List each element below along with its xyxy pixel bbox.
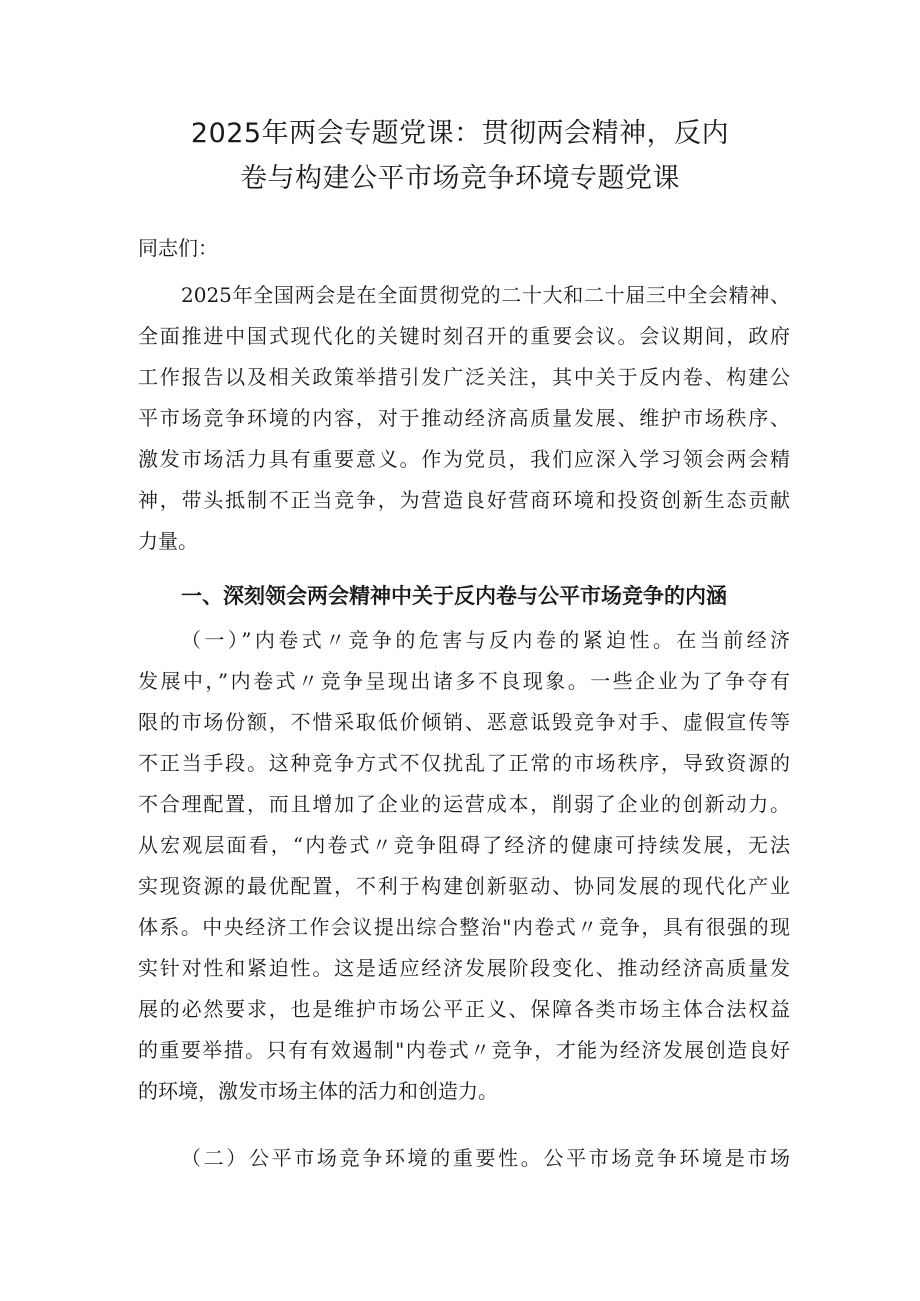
intro-paragraph-line: 全面推进中国式现代化的关键时刻召开的重要会议。会议期间，政府 [138, 324, 790, 348]
subsection-1-line: 体系。中央经济工作会议提出综合整治"内卷式〃竞争，具有很强的现 [138, 915, 790, 939]
subsection-1-line: 实现资源的最优配置，不利于构建创新驱动、协同发展的现代化产业 [138, 874, 790, 898]
intro-paragraph-line: 平市场竞争环境的内容，对于推动经济高质量发展、维护市场秩序、 [138, 406, 790, 430]
intro-paragraph-line: 工作报告以及相关政策举措引发广泛关注，其中关于反内卷、构建公 [138, 365, 790, 389]
intro-paragraph-line: 激发市场活力具有重要意义。作为党员，我们应深入学习领会两会精 [138, 447, 790, 471]
subsection-1-line: 发展中，”内卷式〃竞争呈现出诸多不良现象。一些企业为了争夺有 [138, 669, 790, 693]
subsection-1-line: 的环境，激发市场主体的活力和创造力。 [138, 1079, 498, 1103]
intro-paragraph-line: 2025年全国两会是在全面贯彻党的二十大和二十届三中全会精神、 [181, 283, 790, 307]
section-heading-1: 一、深刻领会两会精神中关于反内卷与公平市场竞争的内涵 [181, 584, 727, 608]
intro-paragraph-line: 力量。 [138, 529, 198, 553]
subsection-1-line: 的重要举措。只有有效遏制"内卷式〃竞争，才能为经济发展创造良好 [138, 1038, 790, 1062]
subsection-1-line: 不正当手段。这种竞争方式不仅扰乱了正常的市场秩序，导致资源的 [138, 751, 790, 775]
subsection-1-line: 限的市场份额，不惜采取低价倾销、恶意诋毁竞争对手、虚假宣传等 [138, 710, 790, 734]
subsection-1-line: 实针对性和紧迫性。这是适应经济发展阶段变化、推动经济高质量发 [138, 956, 790, 980]
subsection-1-line: 从宏观层面看，“内卷式〃竞争阻碍了经济的健康可持续发展，无法 [138, 833, 790, 857]
subsection-1-line: 展的必然要求，也是维护市场公平正义、保障各类市场主体合法权益 [138, 997, 790, 1021]
document-title-line-2: 卷与构建公平市场竞争环境专题党课 [240, 163, 680, 194]
subsection-1-line: 不合理配置，而且增加了企业的运营成本，削弱了企业的创新动力。 [138, 792, 790, 816]
subsection-1-line: （一）”内卷式〃竞争的危害与反内卷的紧迫性。在当前经济 [181, 628, 790, 652]
document-title-line-1: 2025年两会专题党课：贯彻两会精神，反内 [190, 118, 730, 149]
subsection-2-line: （二）公平市场竞争环境的重要性。公平市场竞争环境是市场 [181, 1146, 790, 1170]
intro-paragraph-line: 神，带头抵制不正当竞争，为营造良好营商环境和投资创新生态贡献 [138, 488, 790, 512]
salutation: 同志们： [138, 236, 218, 260]
